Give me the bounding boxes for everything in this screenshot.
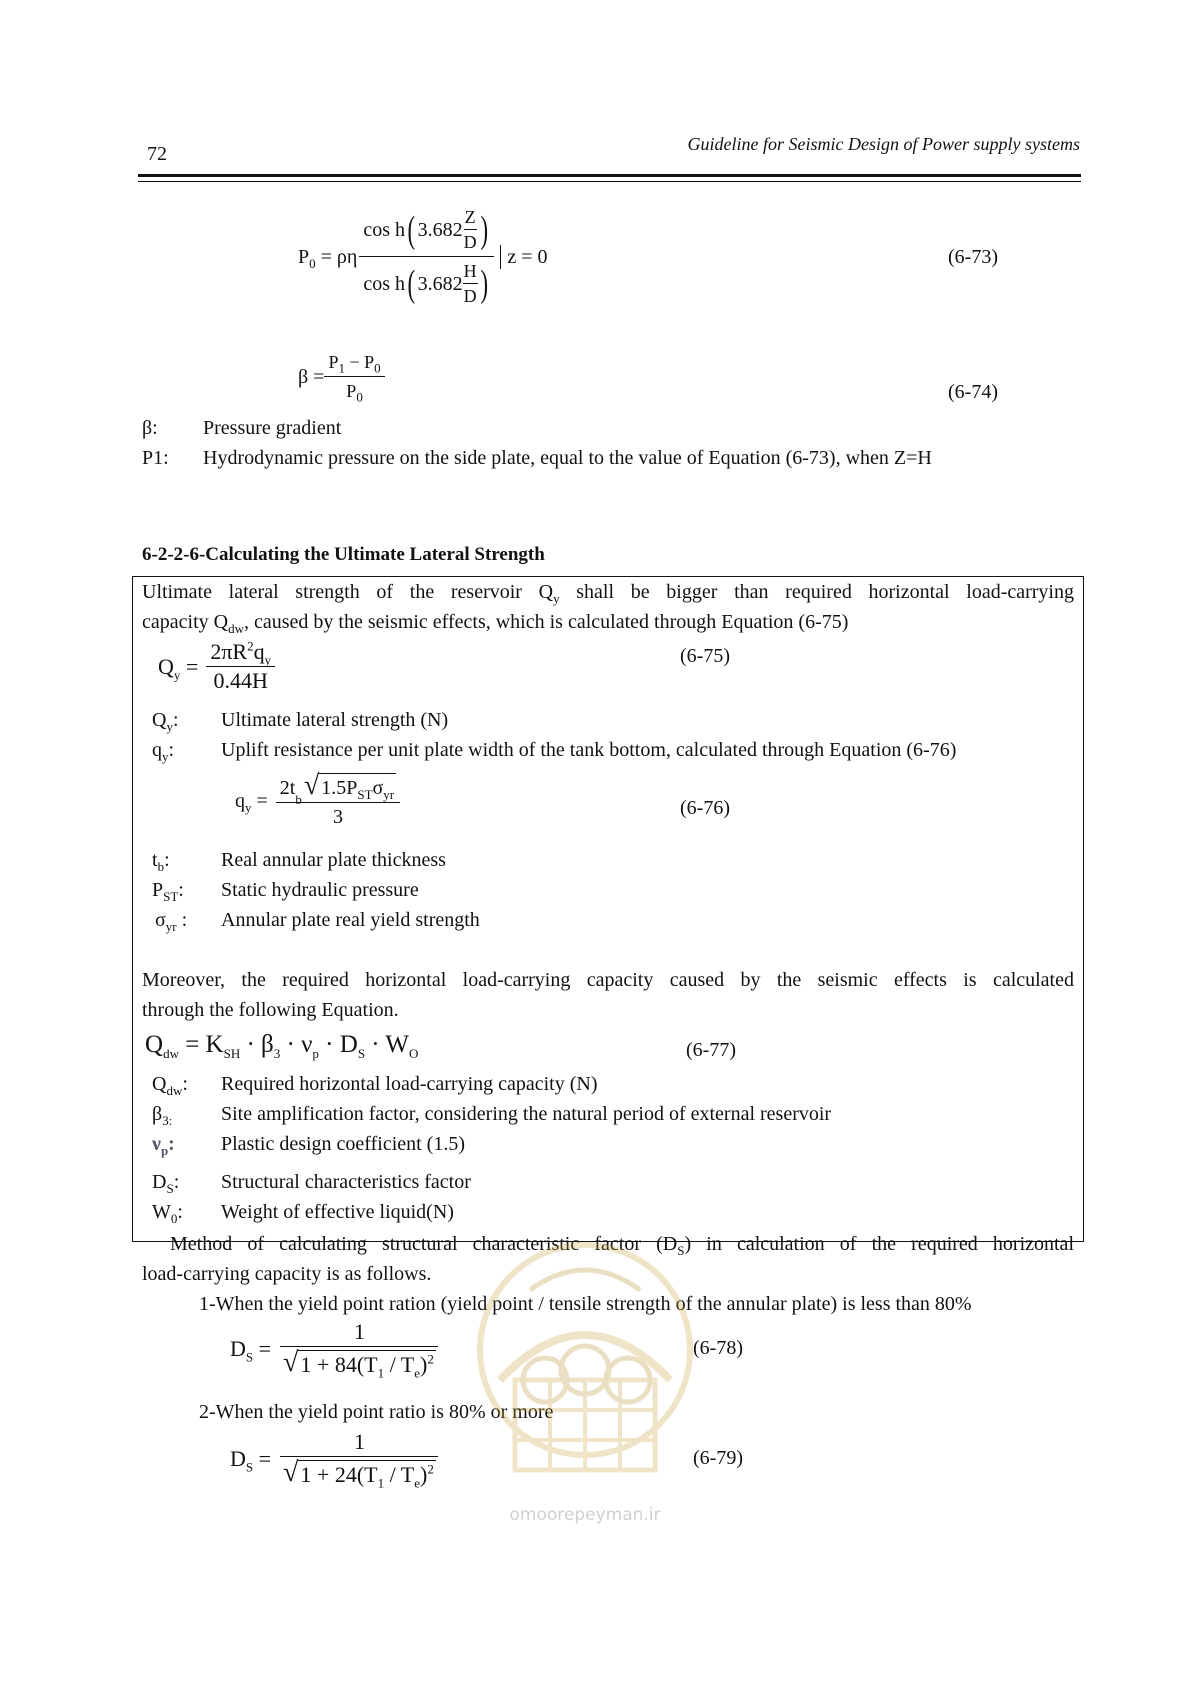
eq73-lhs: $P_0 = \rho\eta$ xyxy=(298,245,358,271)
equation-6-76: $q_y$ = 2t b √ $1.5P_{ST}\sigma_{yr}$ 3 xyxy=(235,772,400,829)
def-text: Site amplification factor, considering the natural period of external reservoir xyxy=(221,1103,832,1125)
def-symbol: $t_b$: xyxy=(152,849,170,874)
def-text: Annular plate real yield strength xyxy=(221,909,480,931)
def-symbol: $Q_y$: xyxy=(152,709,179,734)
def-text: Uplift resistance per unit plate width of the tank bottom, calculated through Equation (6-76) xyxy=(221,739,957,761)
box-moreover-line1: Moreover, the required horizontal load-carrying capacity caused by the seismic effects is calculated xyxy=(142,969,1074,991)
equation-6-74: β = $\frac{P_1 - P_0}{P_0}$ xyxy=(298,350,385,403)
equation-6-73 xyxy=(298,205,547,308)
eq73-condition: z = 0 xyxy=(500,245,547,269)
def-text: Weight of effective liquid(N) xyxy=(221,1201,454,1223)
case2-text: 2-When the yield point ratio is 80% or more xyxy=(199,1401,554,1423)
def-symbol: $D_S$: xyxy=(152,1171,180,1196)
def-symbol: $P_{ST}$: xyxy=(152,879,184,904)
after-para-line2: load-carrying capacity is as follows. xyxy=(142,1263,432,1285)
watermark-emblem-icon xyxy=(470,1230,700,1510)
def-symbol: $q_y$: xyxy=(152,739,175,764)
def-text: Real annular plate thickness xyxy=(221,849,446,871)
eq78-label: (6-78) xyxy=(693,1337,743,1359)
section-heading: 6-2-2-6-Calculating the Ultimate Lateral Strength xyxy=(142,544,545,565)
def-symbol: $\nu_p$: xyxy=(152,1133,175,1158)
case1-text: 1-When the yield point ration (yield point / tensile strength of the annular plate) is less than 80% xyxy=(199,1293,972,1315)
def-symbol: $Q_{dw}$: xyxy=(152,1073,188,1098)
box-intro-line1: Ultimate lateral strength of the reservoir $Q_y$ shall be bigger than required horizontal load-carrying xyxy=(142,581,1074,606)
equation-6-75: $Q_y$ = $\frac{2\pi R^2q_y}{0.44H}$ xyxy=(158,640,275,693)
def-text: Structural characteristics factor xyxy=(221,1171,471,1193)
eq75-label: (6-75) xyxy=(680,645,730,667)
box-moreover-line2: through the following Equation. xyxy=(142,999,399,1021)
eq74-label: (6-74) xyxy=(948,381,998,403)
def-text: Hydrodynamic pressure on the side plate, equal to the value of Equation (6-73), when Z=H xyxy=(203,447,932,469)
running-title: Guideline for Seismic Design of Power supply systems xyxy=(687,134,1080,154)
def-symbol: $\sigma_{yr}$ : xyxy=(155,909,188,934)
watermark-site: omoorepeyman.ir xyxy=(509,1505,661,1525)
def-symbol: $W_0$: xyxy=(152,1201,183,1226)
watermark-logo xyxy=(470,1230,700,1540)
page-number: 72 xyxy=(147,143,167,165)
def-symbol: $\beta_{3:}$ xyxy=(152,1103,173,1128)
header-rule-thick xyxy=(138,174,1081,177)
def-text: Required horizontal load-carrying capacity (N) xyxy=(221,1073,598,1095)
def-text: Plastic design coefficient (1.5) xyxy=(221,1133,466,1155)
def-symbol: β: xyxy=(142,417,158,439)
eq79-label: (6-79) xyxy=(693,1447,743,1469)
after-para-line1: Method of calculating structural characteristic factor $(D_S)$ in calculation of the required horizontal xyxy=(170,1233,1074,1258)
def-text: Pressure gradient xyxy=(203,417,342,439)
header-rule-thin xyxy=(138,181,1081,182)
eq76-label: (6-76) xyxy=(680,797,730,819)
eq73-label: (6-73) xyxy=(948,246,998,268)
equation-6-78: $D_S$ = 1 √ $1 + 84(T_1 / T_e)^2$ xyxy=(230,1320,440,1377)
box-intro-line2: capacity $Q_{dw}$, caused by the seismic effects, which is calculated through Equation (6-75) xyxy=(142,611,849,636)
equation-6-79: $D_S$ = 1 √ $1 + 24(T_1 / T_e)^2$ xyxy=(230,1430,440,1487)
def-text: Static hydraulic pressure xyxy=(221,879,419,901)
equation-6-77: $Q_{dw} = K_{SH} \cdot \beta_3 \cdot \nu_p \cdot D_S \cdot W_O$ xyxy=(145,1031,419,1061)
def-text: Ultimate lateral strength (N) xyxy=(221,709,449,731)
eq77-label: (6-77) xyxy=(686,1039,736,1061)
def-symbol: P1: xyxy=(142,447,169,469)
eq73-fraction: cos h ( 3.682 $\frac{Z}{D}$ ) cos h ( 3.682 $\frac{H}{D}$ ) xyxy=(359,205,494,308)
